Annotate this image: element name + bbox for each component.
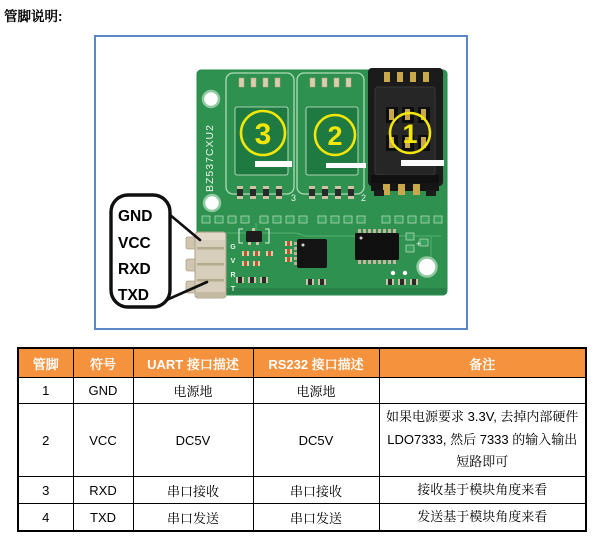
table-row: [18, 404, 586, 477]
cell-uart: 电源地: [133, 378, 253, 404]
cell-pin: 4: [18, 504, 73, 532]
cell-symbol: RXD: [73, 477, 133, 504]
cell-pin: 1: [18, 378, 73, 404]
cell-uart: 串口接收: [133, 477, 253, 504]
cell-symbol: VCC: [73, 404, 133, 477]
cell-rs232: 电源地: [253, 378, 379, 404]
table-row: [18, 477, 586, 504]
cell-note: [379, 378, 586, 404]
connector-silkscreen-v: V: [230, 258, 236, 265]
silkscreen-plus-mark: +: [416, 239, 422, 249]
zone-silkscreen-3: 3: [290, 193, 296, 203]
col-header-symbol: 符号: [73, 348, 133, 378]
ic-chip-sop: [355, 229, 399, 264]
page-title: 管脚说明:: [4, 9, 63, 24]
cell-rs232: 串口接收: [253, 477, 379, 504]
callout-pin-label-rxd: RXD: [118, 261, 151, 278]
cell-rs232: DC5V: [253, 404, 379, 477]
connector-silkscreen-r: R: [230, 272, 236, 279]
connector-silkscreen-t: T: [230, 286, 236, 293]
callout-pin-label-txd: TXD: [118, 287, 149, 304]
col-header-pin: 管脚: [18, 348, 73, 378]
ic-chip-qfn: [294, 239, 327, 268]
cell-uart: DC5V: [133, 404, 253, 477]
col-header-note: 备注: [379, 348, 586, 378]
zone-badge-label-2: 2: [327, 121, 343, 151]
mounting-hole: [418, 258, 437, 277]
cell-pin: 2: [18, 404, 73, 477]
col-header-rs232: RS232 接口描述: [253, 348, 379, 378]
table-header-row: [18, 348, 586, 378]
mounting-hole: [204, 195, 220, 211]
cell-note: 发送基于模块角度来看: [379, 504, 586, 532]
board-silkscreen-label: BZ537CXU2: [204, 124, 216, 192]
cell-symbol: GND: [73, 378, 133, 404]
cell-uart: 串口发送: [133, 504, 253, 532]
pcb-photo-frame: [94, 35, 468, 330]
zone-badge-label-1: 1: [402, 119, 418, 149]
col-header-uart: UART 接口描述: [133, 348, 253, 378]
cell-note: 如果电源要求 3.3V, 去掉内部硬件 LDO7333, 然后 7333 的输入输出短路即可: [379, 404, 586, 477]
connector-silkscreen-g: G: [230, 244, 236, 251]
cell-pin: 3: [18, 477, 73, 504]
table-row: [18, 504, 586, 532]
pin-description-table: [17, 347, 587, 532]
pcb-photo: [96, 37, 466, 328]
cell-note: 接收基于模块角度来看: [379, 477, 586, 504]
zone-badge-label-3: 3: [254, 118, 272, 151]
callout-pin-label-gnd: GND: [118, 208, 153, 225]
table-row: [18, 378, 586, 404]
cell-rs232: 串口发送: [253, 504, 379, 532]
zone-silkscreen-2: 2: [360, 193, 366, 203]
mounting-hole: [203, 91, 219, 107]
callout-pin-label-vcc: VCC: [118, 235, 151, 252]
cell-symbol: TXD: [73, 504, 133, 532]
